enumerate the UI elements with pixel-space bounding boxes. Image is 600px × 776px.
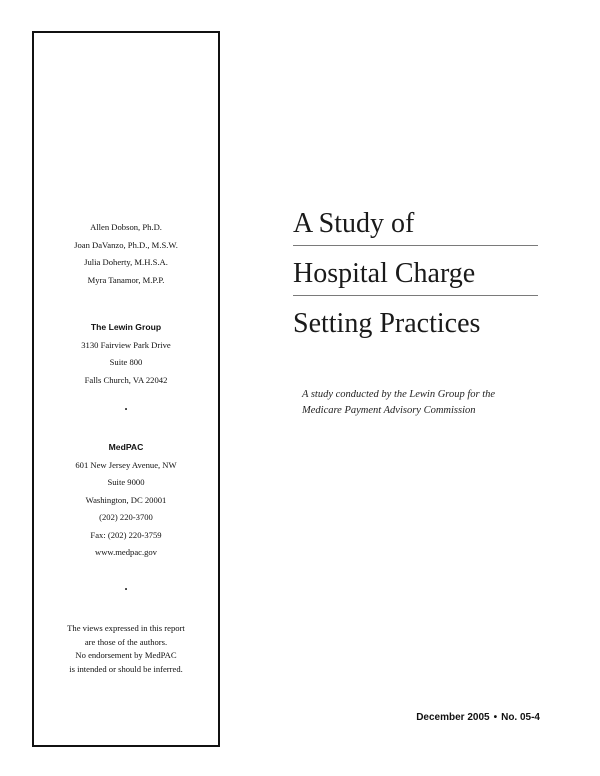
phone-number: (202) 220-3700 xyxy=(99,512,153,522)
title-line: A Study of xyxy=(293,208,415,239)
sidebar-panel xyxy=(32,31,220,747)
disclaimer-line: are those of the authors. xyxy=(84,636,168,647)
separator-bullet: • xyxy=(124,405,128,414)
address-line: Suite 800 xyxy=(109,357,143,367)
address-line: 601 New Jersey Avenue, NW xyxy=(75,459,177,470)
fax-number: Fax: (202) 220-3759 xyxy=(90,529,162,540)
disclaimer-line: The views expressed in this report xyxy=(67,623,185,633)
title-line: Setting Practices xyxy=(293,308,481,339)
medpac-address xyxy=(34,439,218,562)
author-list xyxy=(34,219,218,289)
separator-bullet: • xyxy=(493,712,498,723)
report-number: No. 05-4 xyxy=(501,712,540,723)
lewin-group-address xyxy=(34,319,218,389)
publication-date: December 2005 xyxy=(416,712,490,723)
address-line: Falls Church, VA 22042 xyxy=(84,374,168,385)
address-line: 3130 Fairview Park Drive xyxy=(81,339,171,350)
title-line: Hospital Charge xyxy=(293,258,476,289)
disclaimer-line: is intended or should be inferred. xyxy=(69,663,183,674)
medpac-name: MedPAC xyxy=(108,442,144,452)
title-divider xyxy=(293,245,538,246)
subtitle-line: A study conducted by the Lewin Group for the xyxy=(302,389,496,400)
author-name: Myra Tanamor, M.P.P. xyxy=(87,274,165,285)
website: www.medpac.gov xyxy=(95,547,157,557)
author-name: Allen Dobson, Ph.D. xyxy=(90,222,162,232)
title-divider xyxy=(293,295,538,296)
report-subtitle xyxy=(302,387,547,419)
author-name: Joan DaVanzo, Ph.D., M.S.W. xyxy=(74,239,178,250)
report-title xyxy=(293,206,538,345)
author-name: Julia Doherty, M.H.S.A. xyxy=(84,257,168,267)
separator-bullet: • xyxy=(124,585,128,594)
disclaimer xyxy=(34,622,218,676)
address-line: Suite 9000 xyxy=(107,477,145,487)
lewin-group-name: The Lewin Group xyxy=(90,322,162,332)
address-line: Washington, DC 20001 xyxy=(85,494,167,505)
disclaimer-line: No endorsement by MedPAC xyxy=(75,650,177,660)
publication-footer xyxy=(395,712,540,723)
subtitle-line: Medicare Payment Advisory Commission xyxy=(302,405,476,416)
